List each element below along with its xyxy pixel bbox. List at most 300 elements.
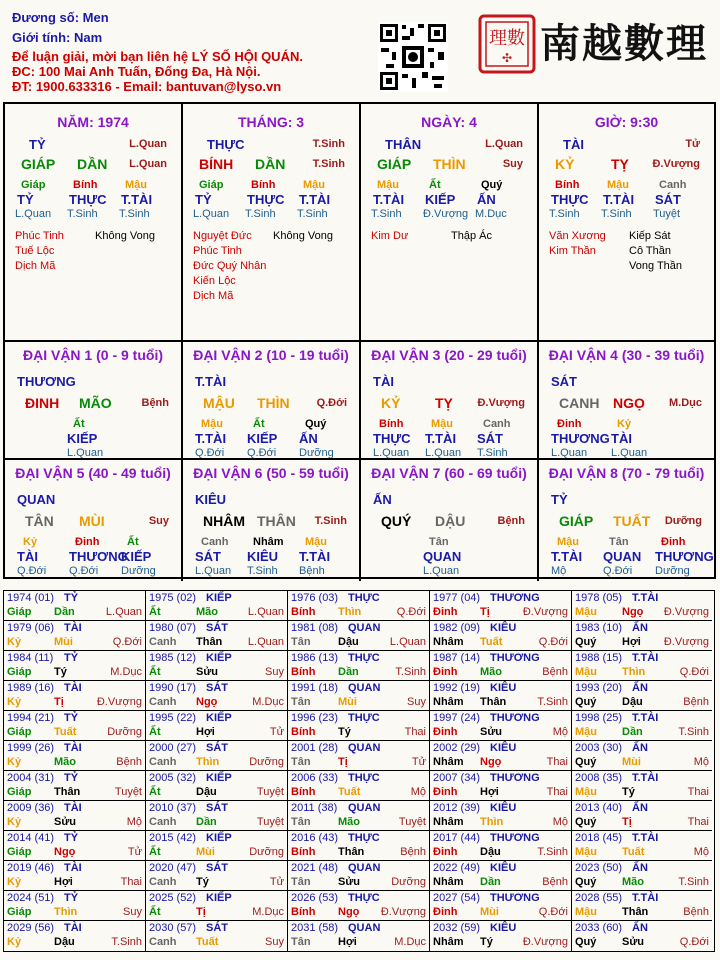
year-label: 2009 (36): [7, 802, 55, 814]
annual-ten-god: ẤN: [632, 682, 648, 694]
annual-ten-god: TỶ: [64, 592, 79, 604]
spirit-star: Nguyệt Đức: [193, 230, 252, 242]
annual-cell: [430, 621, 572, 651]
annual-cell: [4, 741, 146, 771]
ten-god-label: TÀI: [563, 137, 584, 152]
earthly-branch: THÌN: [433, 156, 466, 172]
annual-luck-table: [3, 590, 715, 952]
great-luck-title: ĐẠI VẬN 5 (40 - 49 tuổi): [15, 465, 171, 481]
pillar-title: GIỜ: 9:30: [594, 114, 659, 130]
annual-cell: [288, 681, 430, 711]
annual-stem: Kỷ: [7, 696, 22, 708]
annual-ten-god: TÀI: [64, 862, 82, 874]
annual-branch: Dần: [338, 666, 359, 678]
annual-branch: Tị: [338, 756, 348, 768]
annual-ten-god: KIẾP: [206, 772, 232, 784]
annual-life-stage: Bệnh: [542, 876, 568, 888]
annual-life-stage: Bệnh: [683, 696, 709, 708]
hidden-stem: Bính: [379, 418, 404, 430]
annual-life-stage: Tuyệt: [256, 816, 284, 828]
annual-stem: Mậu: [575, 906, 597, 918]
annual-stem: Quý: [575, 636, 597, 648]
annual-cell: [572, 861, 712, 891]
annual-cell: [4, 621, 146, 651]
annual-cell: [146, 591, 288, 621]
year-label: 1982 (09): [433, 622, 481, 634]
year-label: 2021 (48): [291, 862, 339, 874]
year-label: 2005 (32): [149, 772, 197, 784]
annual-life-stage: T.Sinh: [111, 936, 142, 948]
annual-ten-god: KIẾP: [206, 712, 232, 724]
ten-god-label: TỶ: [29, 137, 46, 152]
annual-branch: Dậu: [54, 936, 75, 948]
hidden-ten-god: QUAN: [423, 549, 462, 564]
annual-ten-god: ẤN: [632, 802, 648, 814]
annual-branch: Mùi: [338, 696, 357, 708]
hidden-star: L.Quan: [67, 447, 104, 459]
annual-ten-god: KIẾP: [206, 832, 232, 844]
life-stage-label: Đ.Vượng: [477, 397, 525, 409]
hidden-star: Mộ: [551, 565, 567, 577]
great-luck-title: ĐẠI VẬN 8 (70 - 79 tuổi): [548, 465, 705, 481]
life-stage-label: Q.Đới: [316, 397, 347, 409]
spirit-star: Vong Thần: [629, 260, 683, 272]
hidden-star: T.Sinh: [371, 208, 402, 220]
spirit-star: Dịch Mã: [15, 260, 56, 272]
annual-cell: [430, 831, 572, 861]
annual-life-stage: L.Quan: [105, 606, 142, 618]
annual-cell: [288, 801, 430, 831]
annual-life-stage: Mộ: [552, 816, 568, 828]
annual-cell: [430, 801, 572, 831]
annual-life-stage: Q.Đới: [538, 906, 568, 918]
annual-life-stage: Suy: [407, 696, 426, 708]
spirit-star: Văn Xương: [549, 230, 606, 242]
annual-life-stage: Tử: [127, 846, 142, 858]
year-label: 2026 (53): [291, 892, 339, 904]
annual-life-stage: Mộ: [410, 786, 426, 798]
hidden-ten-god: KIẾP: [247, 431, 278, 446]
earthly-branch: THÂN: [257, 513, 296, 529]
hidden-ten-god: SÁT: [655, 192, 681, 207]
heavenly-stem: KỶ: [555, 156, 575, 172]
annual-cell: [572, 591, 712, 621]
annual-ten-god: T.TÀI: [632, 652, 659, 664]
annual-branch: Tuất: [196, 936, 219, 948]
year-label: 1999 (26): [7, 742, 55, 754]
hidden-ten-god: ẤN: [299, 431, 318, 446]
hidden-star: Dưỡng: [121, 565, 156, 577]
annual-life-stage: T.Sinh: [537, 846, 568, 858]
annual-branch: Thân: [338, 846, 365, 858]
hidden-stem: Quý: [481, 179, 503, 191]
hidden-star: T.Sinh: [67, 208, 98, 220]
hidden-stem: Ất: [253, 418, 265, 430]
brand-logo: 南越數理: [540, 20, 708, 67]
annual-branch: Hợi: [622, 636, 641, 648]
annual-ten-god: THỰC: [348, 712, 380, 724]
annual-cell: [4, 891, 146, 921]
annual-ten-god: THỰC: [348, 772, 380, 784]
hidden-ten-god: THỰC: [69, 192, 107, 207]
annual-branch: Mùi: [480, 906, 499, 918]
annual-life-stage: Tử: [269, 726, 284, 738]
annual-life-stage: Đ.Vượng: [522, 936, 568, 948]
hidden-stem: Mậu: [431, 418, 453, 430]
annual-cell: [572, 681, 712, 711]
annual-branch: Tý: [622, 786, 635, 798]
year-label: 1994 (21): [7, 712, 55, 724]
annual-stem: Ất: [149, 606, 161, 618]
year-label: 2028 (55): [575, 892, 623, 904]
chart-grid: [3, 102, 716, 579]
annual-life-stage: M.Dục: [252, 906, 284, 918]
annual-branch: Tý: [480, 936, 493, 948]
annual-ten-god: KIÊU: [490, 742, 517, 754]
annual-cell: [430, 921, 572, 951]
heavenly-stem: ĐINH: [25, 395, 60, 411]
annual-life-stage: L.Quan: [389, 636, 426, 648]
heavenly-stem: KỶ: [381, 395, 401, 411]
annual-ten-god: THƯƠNG: [490, 772, 540, 784]
annual-stem: Canh: [149, 696, 177, 708]
annual-cell: [288, 621, 430, 651]
annual-stem: Mậu: [575, 786, 597, 798]
great-luck-title: ĐẠI VẬN 4 (30 - 39 tuổi): [548, 347, 705, 363]
annual-branch: Ngọ: [196, 696, 218, 708]
annual-branch: Ngọ: [622, 606, 644, 618]
annual-stem: Bính: [291, 846, 316, 858]
year-label: 2022 (49): [433, 862, 481, 874]
spirit-star: Kiến Lộc: [193, 275, 236, 287]
annual-life-stage: Thai: [546, 756, 568, 768]
annual-cell: [4, 921, 146, 951]
annual-ten-god: THƯƠNG: [490, 712, 540, 724]
year-label: 2031 (58): [291, 922, 339, 934]
hidden-ten-god: KIẾP: [425, 192, 456, 207]
annual-life-stage: Thai: [687, 786, 709, 798]
annual-life-stage: Suy: [265, 936, 284, 948]
annual-branch: Hợi: [196, 726, 215, 738]
annual-ten-god: T.TÀI: [632, 892, 659, 904]
great-luck-title: ĐẠI VẬN 6 (50 - 59 tuổi): [193, 465, 349, 481]
annual-cell: [4, 681, 146, 711]
hidden-ten-god: THƯƠNG: [655, 549, 714, 564]
year-label: 2018 (45): [575, 832, 623, 844]
annual-ten-god: TÀI: [64, 682, 82, 694]
annual-cell: [430, 741, 572, 771]
hidden-ten-god: TỶ: [17, 192, 34, 207]
annual-branch: Thìn: [54, 906, 78, 918]
annual-stem: Bính: [291, 666, 316, 678]
hidden-star: T.Sinh: [247, 565, 278, 577]
year-label: 1997 (24): [433, 712, 481, 724]
spirit-star: Không Vong: [273, 230, 333, 242]
hidden-ten-god: T.TÀI: [373, 192, 405, 207]
annual-life-stage: Thai: [687, 816, 709, 828]
annual-stem: Kỷ: [7, 936, 22, 948]
annual-ten-god: TỶ: [64, 712, 79, 724]
earthly-branch: TỴ: [611, 156, 629, 172]
annual-life-stage: L.Quan: [247, 606, 284, 618]
year-label: 1981 (08): [291, 622, 339, 634]
annual-cell: [430, 771, 572, 801]
spirit-star: Phúc Tinh: [15, 230, 64, 242]
earthly-branch: MÙI: [79, 513, 105, 529]
annual-branch: Tý: [196, 876, 209, 888]
annual-stem: Ất: [149, 906, 161, 918]
annual-ten-god: SÁT: [206, 682, 228, 694]
spirit-star: Không Vong: [95, 230, 155, 242]
annual-stem: Mậu: [575, 846, 597, 858]
life-stage-label: T.Sinh: [312, 158, 345, 170]
hidden-stem: Mậu: [557, 536, 579, 548]
great-luck-ten-god: TỶ: [551, 492, 568, 507]
hidden-stem: Ất: [127, 536, 139, 548]
annual-branch: Sửu: [196, 666, 219, 678]
hidden-ten-god: ẤN: [477, 192, 496, 207]
annual-life-stage: Bệnh: [683, 906, 709, 918]
hidden-ten-god: THỰC: [373, 431, 411, 446]
annual-branch: Hợi: [54, 876, 73, 888]
annual-branch: Hợi: [338, 936, 357, 948]
pillar-title: NĂM: 1974: [57, 114, 129, 130]
heavenly-stem: TÂN: [25, 513, 54, 529]
gender-line: Giới tính: Nam: [12, 30, 103, 45]
annual-stem: Bính: [291, 726, 316, 738]
hidden-ten-god: SÁT: [195, 549, 221, 564]
annual-stem: Bính: [291, 606, 316, 618]
hidden-star: Q.Đới: [195, 447, 225, 459]
annual-stem: Đinh: [433, 606, 458, 618]
annual-ten-god: QUAN: [348, 682, 381, 694]
hidden-star: Tuyệt: [653, 208, 681, 220]
annual-life-stage: Tuyệt: [114, 786, 142, 798]
annual-branch: Tị: [622, 816, 632, 828]
hidden-star: L.Quan: [193, 208, 230, 220]
year-label: 2019 (46): [7, 862, 55, 874]
annual-stem: Ất: [149, 666, 161, 678]
annual-life-stage: M.Dục: [252, 696, 284, 708]
svg-text:✣: ✣: [501, 51, 513, 65]
great-luck-cell: [361, 460, 539, 581]
great-luck-cell: [539, 342, 714, 460]
year-label: 1986 (13): [291, 652, 339, 664]
annual-stem: Đinh: [433, 846, 458, 858]
annual-life-stage: Thai: [120, 876, 142, 888]
star-label: T.Sinh: [312, 138, 345, 150]
year-label: 2020 (47): [149, 862, 197, 874]
hidden-stem: Bính: [73, 179, 98, 191]
annual-life-stage: Thai: [404, 726, 426, 738]
hidden-ten-god: TÀI: [611, 431, 632, 446]
hidden-star: L.Quan: [611, 447, 648, 459]
hidden-star: T.Sinh: [119, 208, 150, 220]
year-label: 2001 (28): [291, 742, 339, 754]
annual-life-stage: Mộ: [126, 816, 142, 828]
hidden-star: T.Sinh: [477, 447, 508, 459]
annual-stem: Nhâm: [433, 816, 464, 828]
hidden-stem: Mậu: [303, 179, 325, 191]
hidden-star: Q.Đới: [603, 565, 633, 577]
great-luck-cell: [5, 342, 183, 460]
earthly-branch: DẬU: [435, 513, 466, 529]
annual-life-stage: T.Sinh: [395, 666, 426, 678]
year-label: 1979 (06): [7, 622, 55, 634]
spirit-star: Dịch Mã: [193, 290, 234, 302]
annual-ten-god: SÁT: [206, 862, 228, 874]
annual-branch: Dậu: [622, 696, 643, 708]
annual-ten-god: THƯƠNG: [490, 652, 540, 664]
hidden-ten-god: KIẾP: [67, 431, 98, 446]
year-label: 2024 (51): [7, 892, 55, 904]
annual-life-stage: M.Dục: [394, 936, 426, 948]
annual-ten-god: T.TÀI: [632, 712, 659, 724]
annual-cell: [146, 651, 288, 681]
annual-cell: [288, 771, 430, 801]
heavenly-stem: CANH: [559, 395, 600, 411]
hidden-ten-god: T.TÀI: [551, 549, 583, 564]
hidden-stem: Ất: [429, 179, 441, 191]
great-luck-ten-god: KIÊU: [195, 492, 227, 507]
year-label: 2002 (29): [433, 742, 481, 754]
annual-stem: Nhâm: [433, 696, 464, 708]
annual-branch: Thân: [54, 786, 81, 798]
life-stage-label: Dưỡng: [664, 515, 702, 527]
hidden-stem: Ất: [73, 418, 85, 430]
annual-life-stage: T.Sinh: [678, 876, 709, 888]
spirit-star: Kim Thần: [549, 245, 596, 257]
heavenly-stem: MẬU: [203, 395, 235, 411]
annual-branch: Sửu: [54, 816, 77, 828]
life-stage-label: M.Dục: [669, 397, 702, 409]
annual-stem: Mậu: [575, 606, 597, 618]
hidden-star: Dưỡng: [299, 447, 334, 459]
hidden-stem: Giáp: [21, 179, 46, 191]
year-label: 1989 (16): [7, 682, 55, 694]
annual-life-stage: Mộ: [693, 846, 709, 858]
hidden-star: M.Dục: [475, 208, 507, 220]
annual-cell: [572, 621, 712, 651]
annual-life-stage: Mộ: [693, 756, 709, 768]
annual-cell: [4, 831, 146, 861]
hidden-stem: Mậu: [201, 418, 223, 430]
annual-cell: [430, 681, 572, 711]
annual-life-stage: Bệnh: [542, 666, 568, 678]
hidden-star: T.Sinh: [549, 208, 580, 220]
year-label: 1987 (14): [433, 652, 481, 664]
annual-life-stage: Bệnh: [400, 846, 426, 858]
annual-life-stage: Q.Đới: [112, 636, 142, 648]
pillar-title: NGÀY: 4: [421, 114, 477, 130]
year-label: 2033 (60): [575, 922, 623, 934]
annual-stem: Quý: [575, 756, 597, 768]
annual-branch: Sửu: [338, 876, 361, 888]
annual-cell: [146, 861, 288, 891]
year-label: 2030 (57): [149, 922, 197, 934]
year-label: 2000 (27): [149, 742, 197, 754]
annual-cell: [4, 861, 146, 891]
earthly-branch: TUẤT: [613, 513, 651, 529]
great-luck-title: ĐẠI VẬN 7 (60 - 69 tuổi): [371, 465, 527, 481]
annual-ten-god: THỰC: [348, 652, 380, 664]
annual-branch: Ngọ: [480, 756, 502, 768]
annual-ten-god: THỰC: [348, 832, 380, 844]
annual-ten-god: T.TÀI: [632, 832, 659, 844]
annual-cell: [146, 921, 288, 951]
annual-ten-god: QUAN: [348, 922, 381, 934]
annual-cell: [572, 651, 712, 681]
annual-stem: Đinh: [433, 726, 458, 738]
annual-ten-god: TỶ: [64, 892, 79, 904]
year-label: 2012 (39): [433, 802, 481, 814]
annual-ten-god: SÁT: [206, 922, 228, 934]
hidden-star: Q.Đới: [69, 565, 99, 577]
annual-branch: Mão: [622, 876, 644, 888]
ten-god-label: THỰC: [207, 137, 245, 152]
hidden-star: Q.Đới: [17, 565, 47, 577]
annual-cell: [4, 771, 146, 801]
address-line: ĐC: 100 Mai Anh Tuấn, Đống Đa, Hà Nội.: [12, 64, 261, 79]
annual-ten-god: THƯƠNG: [490, 592, 540, 604]
year-label: 2004 (31): [7, 772, 55, 784]
hidden-stem: Canh: [483, 418, 511, 430]
annual-stem: Kỷ: [7, 636, 22, 648]
annual-ten-god: ẤN: [632, 742, 648, 754]
annual-cell: [146, 891, 288, 921]
annual-branch: Thìn: [622, 666, 646, 678]
annual-cell: [288, 711, 430, 741]
annual-stem: Quý: [575, 876, 597, 888]
great-luck-cell: [183, 342, 361, 460]
annual-branch: Tý: [54, 666, 67, 678]
annual-stem: Giáp: [7, 906, 32, 918]
hidden-star: Dưỡng: [655, 565, 690, 577]
year-label: 2008 (35): [575, 772, 623, 784]
hidden-ten-god: T.TÀI: [425, 431, 457, 446]
great-luck-ten-god: T.TÀI: [195, 374, 227, 389]
annual-branch: Mão: [338, 816, 360, 828]
annual-branch: Dần: [622, 726, 643, 738]
annual-branch: Tị: [54, 696, 64, 708]
hidden-ten-god: TÀI: [17, 549, 38, 564]
hidden-stem: Mậu: [377, 179, 399, 191]
life-stage-label: Bệnh: [497, 515, 525, 527]
annual-branch: Mão: [196, 606, 218, 618]
annual-life-stage: Đ.Vượng: [96, 696, 142, 708]
hidden-stem: Đinh: [75, 536, 100, 548]
annual-ten-god: THƯƠNG: [490, 892, 540, 904]
annual-branch: Mùi: [622, 756, 641, 768]
annual-ten-god: ẤN: [632, 922, 648, 934]
annual-cell: [4, 711, 146, 741]
annual-stem: Giáp: [7, 666, 32, 678]
annual-stem: Giáp: [7, 846, 32, 858]
spirit-star: Tuế Lộc: [15, 245, 55, 257]
pillar-cell: [361, 104, 539, 342]
hidden-star: T.Sinh: [601, 208, 632, 220]
earthly-branch: DẦN: [77, 156, 108, 172]
heavenly-stem: BÍNH: [199, 156, 234, 172]
annual-life-stage: Tuyệt: [256, 786, 284, 798]
qr-code-icon[interactable]: [378, 22, 448, 92]
annual-life-stage: Q.Đới: [538, 636, 568, 648]
hidden-ten-god: THƯƠNG: [69, 549, 128, 564]
annual-ten-god: KIẾP: [206, 652, 232, 664]
hidden-stem: Mậu: [607, 179, 629, 191]
hidden-ten-god: KIÊU: [247, 549, 279, 564]
hidden-ten-god: T.TÀI: [299, 549, 331, 564]
